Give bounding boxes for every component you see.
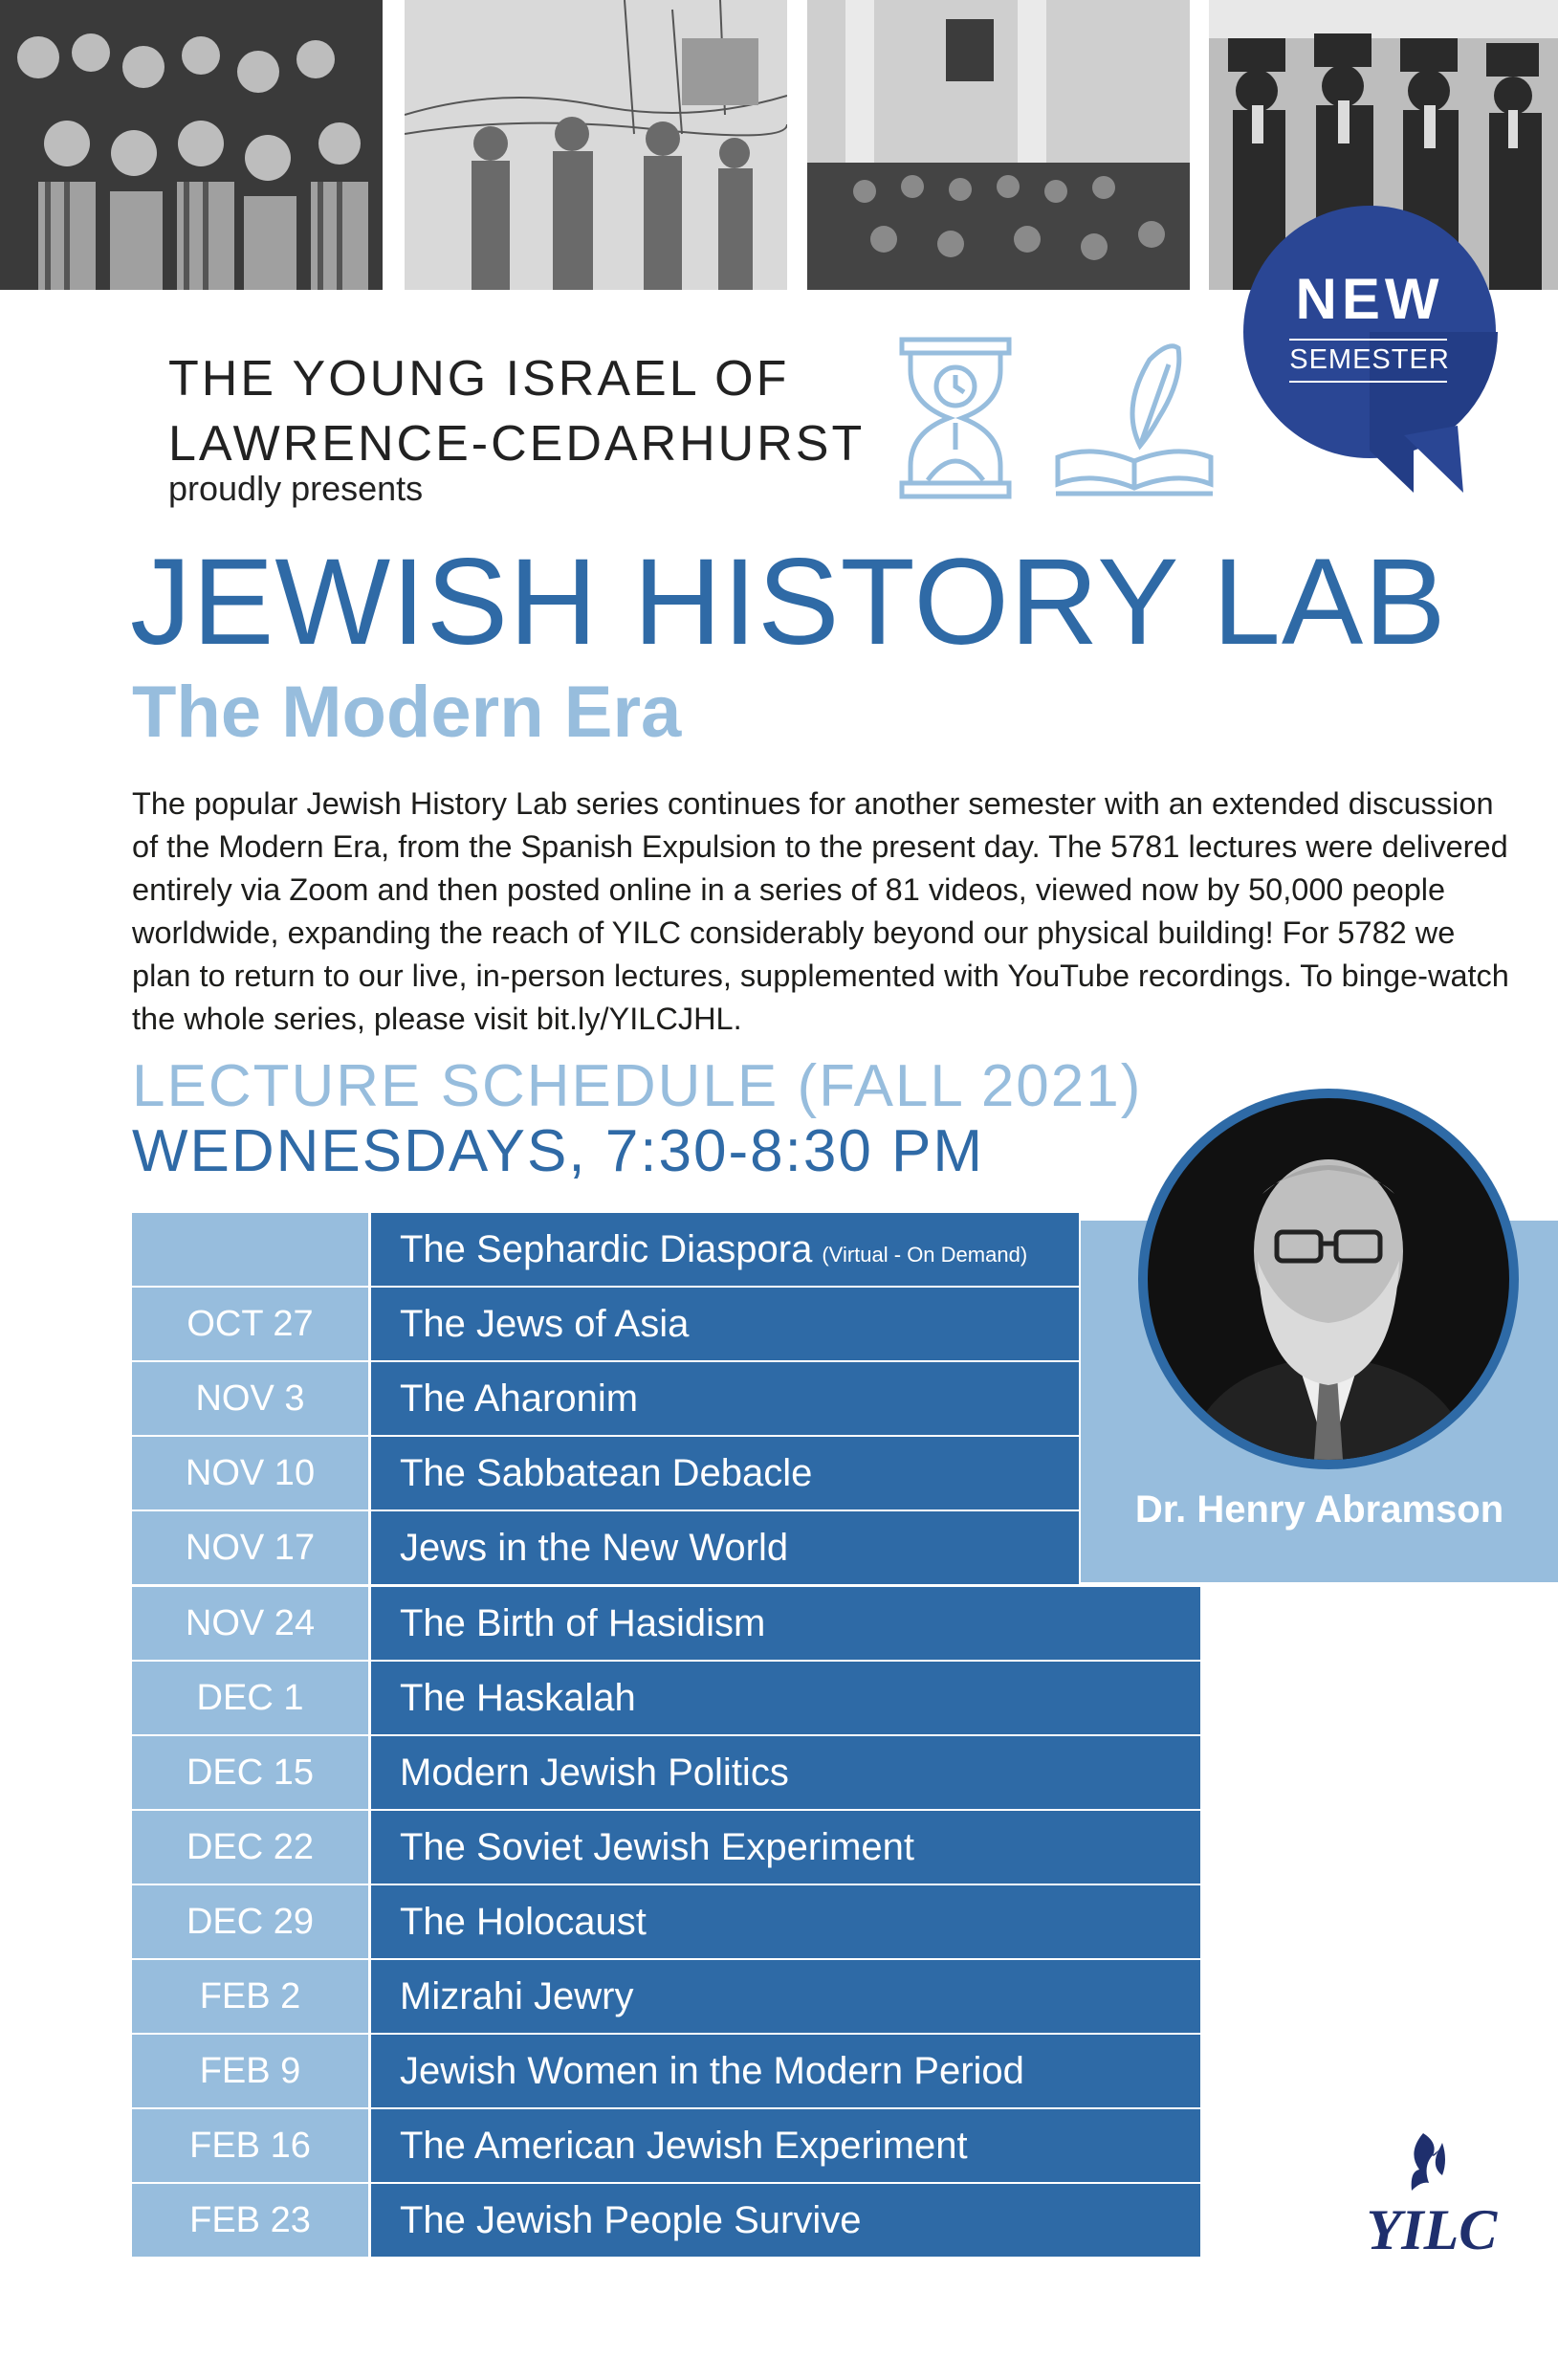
lecture-date: NOV 24 (132, 1587, 368, 1660)
lecture-title: The Birth of Hasidism (400, 1601, 766, 1644)
badge-divider (1289, 339, 1447, 341)
lecture-date: NOV 17 (132, 1511, 368, 1584)
lecture-title-cell (371, 2184, 1200, 2257)
lecture-date: NOV 3 (132, 1362, 368, 1435)
lecture-date: DEC 29 (132, 1885, 368, 1958)
lecture-date: FEB 23 (132, 2184, 368, 2257)
lecture-title-cell (371, 2035, 1200, 2107)
speaker-photo (1138, 1089, 1519, 1469)
organization-name (168, 346, 865, 476)
yilc-logo-text: YILC (1366, 2198, 1498, 2261)
lecture-date (132, 1213, 368, 1286)
lecture-title-cell (371, 1662, 1200, 1734)
lecture-date: FEB 9 (132, 2035, 368, 2107)
lecture-title-cell (371, 1736, 1200, 1809)
lecture-title-cell (371, 1587, 1200, 1660)
photo-engraving-harbor (405, 0, 787, 290)
lecture-title: The Aharonim (400, 1377, 639, 1421)
lecture-title: The Sephardic Diaspora (400, 1228, 813, 1270)
lecture-title-cell (371, 1437, 1079, 1510)
lecture-title-cell (371, 1362, 1079, 1435)
badge-semester-label: SEMESTER (1289, 344, 1450, 375)
organization-line-1: THE YOUNG ISRAEL OF (168, 351, 790, 407)
lecture-title-cell (371, 1213, 1079, 1286)
photo-declaration-hall (807, 0, 1190, 290)
lecture-title: Jews in the New World (400, 1527, 789, 1570)
presents-text: proudly presents (168, 469, 424, 508)
lecture-title: The Sabbatean Debacle (400, 1452, 813, 1495)
lecture-title: Jewish Women in the Modern Period (400, 2050, 1024, 2093)
new-semester-badge (1241, 206, 1498, 493)
speaker-name: Dr. Henry Abramson (1134, 1488, 1504, 1531)
series-description: The popular Jewish History Lab series continues for another semester with an extended discussion of the Modern Era, from the Spanish Expulsion to the present day. The 5781 lectures were delivered entirely via Zoom and then posted online in a series of 81 videos, viewed now by 50,000 people worldwide, expanding the reach of YILC considerably beyond our physical building! For 5782 we plan to return to our live, in-person lectures, supplemented with YouTube recordings. To binge-watch the whole series, please visit bit.ly/YILCJHL. (132, 786, 1509, 1036)
lecture-title-cell (371, 1511, 1079, 1584)
lecture-title-cell (371, 1811, 1200, 1884)
lecture-title: Modern Jewish Politics (400, 1751, 789, 1794)
lecture-date: DEC 22 (132, 1811, 368, 1884)
lecture-title: The Jewish People Survive (400, 2199, 862, 2242)
lecture-title: The Jews of Asia (400, 1303, 690, 1346)
lecture-date: FEB 16 (132, 2109, 368, 2182)
lecture-note: (Virtual - On Demand) (822, 1243, 1028, 1267)
lecture-title-cell (371, 1288, 1079, 1360)
lecture-title: The Soviet Jewish Experiment (400, 1825, 915, 1868)
schedule-time: WEDNESDAYS, 7:30-8:30 PM (132, 1118, 985, 1184)
photo-children-camp (0, 0, 383, 290)
schedule-heading: LECTURE SCHEDULE (FALL 2021) (132, 1053, 1143, 1119)
lecture-title: Mizrahi Jewry (400, 1975, 634, 2017)
badge-divider (1289, 381, 1447, 383)
lecture-date: FEB 2 (132, 1960, 368, 2033)
page-subtitle: The Modern Era (132, 672, 682, 753)
lecture-date: DEC 15 (132, 1736, 368, 1809)
lecture-date: NOV 10 (132, 1437, 368, 1510)
badge-new-label: NEW (1295, 267, 1444, 331)
page-title: JEWISH HISTORY LAB (130, 534, 1447, 671)
lecture-title: The Haskalah (400, 1676, 636, 1719)
lecture-title: The Holocaust (400, 1900, 647, 1943)
lecture-date: DEC 1 (132, 1662, 368, 1734)
hourglass-icon (899, 337, 1012, 499)
lecture-title: The American Jewish Experiment (400, 2125, 968, 2168)
organization-line-2: LAWRENCE-CEDARHURST (168, 416, 866, 472)
quill-book-icon (1054, 341, 1215, 499)
lecture-date: OCT 27 (132, 1288, 368, 1360)
lecture-title-cell (371, 1960, 1200, 2033)
lecture-title-cell (371, 2109, 1200, 2182)
lecture-title-cell (371, 1885, 1200, 1958)
